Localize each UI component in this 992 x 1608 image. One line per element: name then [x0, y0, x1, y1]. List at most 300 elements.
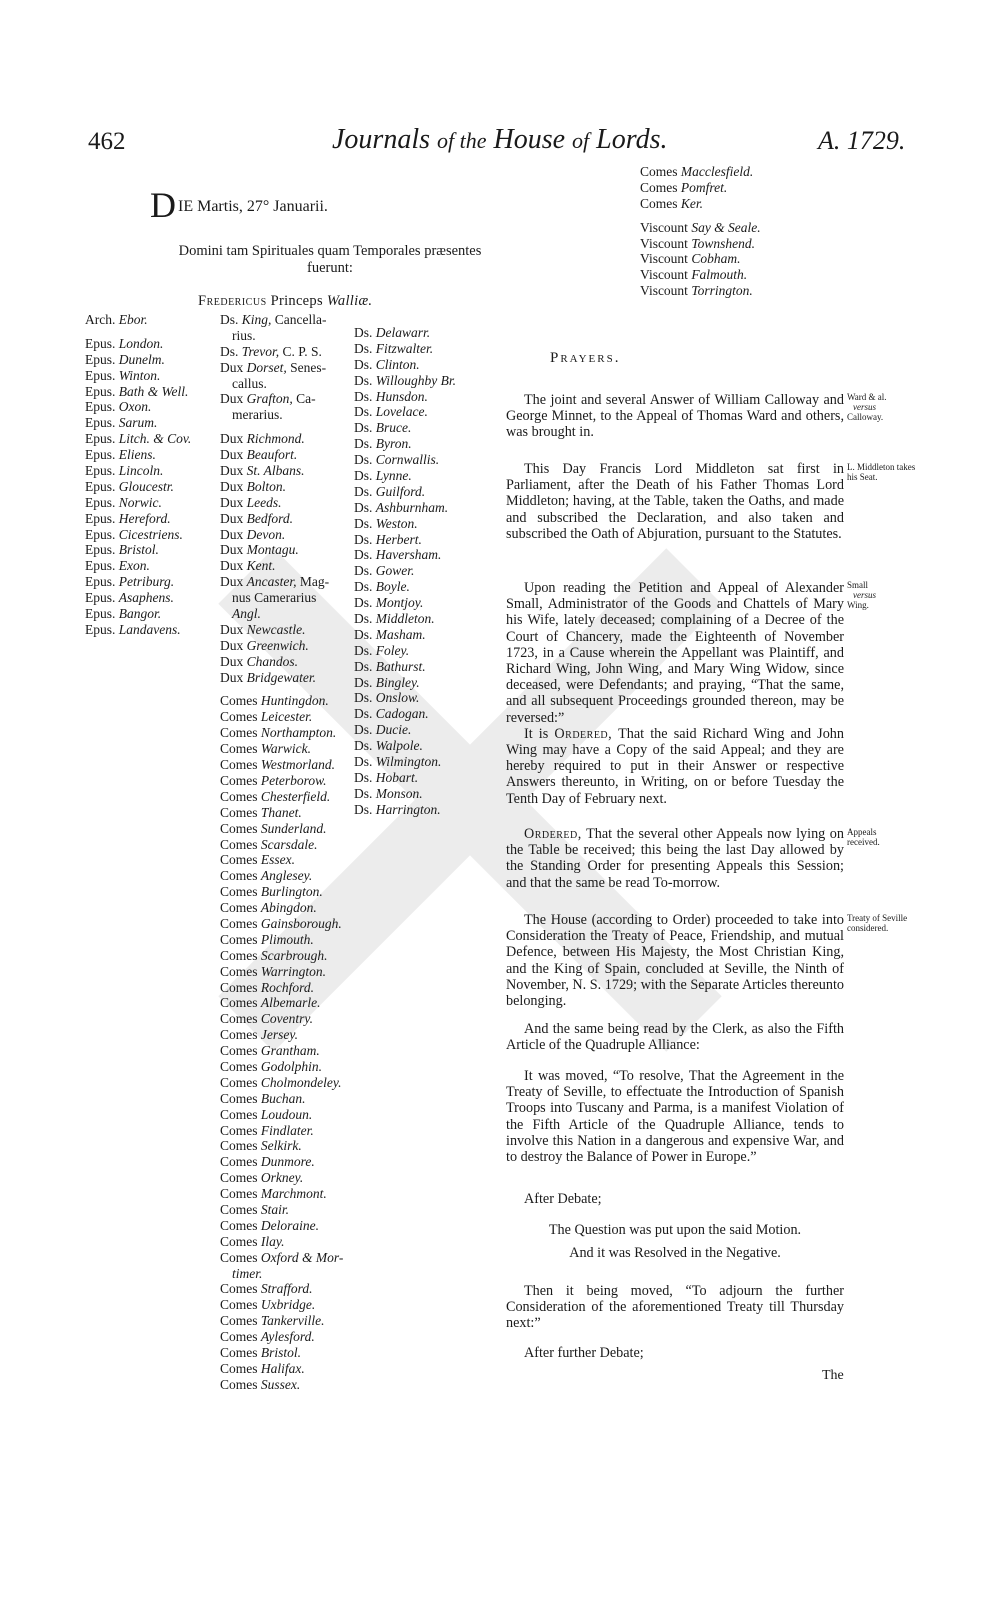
lord-office: callus. [232, 375, 267, 391]
paragraph-adjourn-motion: Then it being moved, “To adjourn the further Consideration of the aforementioned Treaty till Thursday next:” [506, 1283, 844, 1332]
lord-title: Epus. [85, 463, 116, 479]
lord-name: Macclesfield. [680, 164, 754, 179]
lord-entry [220, 590, 343, 606]
lord-name: Devon. [246, 526, 286, 542]
lord-name: Beaufort. [246, 447, 298, 463]
lord-name: Grantham. [260, 1043, 320, 1059]
lord-title: Epus. [85, 399, 116, 415]
lord-title: Epus. [85, 494, 116, 510]
lord-title: Viscount [640, 251, 688, 267]
lord-title: Comes [220, 1313, 258, 1329]
lord-title: Comes [220, 693, 258, 709]
lord-entry [85, 312, 191, 328]
lord-name: Sussex. [260, 1376, 301, 1392]
catchword: The [822, 1368, 844, 1383]
lord-title: Epus. [85, 447, 116, 463]
lord-entry [354, 786, 456, 802]
lord-entry [85, 511, 191, 527]
lord-entry [354, 690, 456, 706]
lord-name: Willoughby Br. [375, 372, 457, 388]
lord-title: Comes [220, 820, 258, 836]
lord-entry [354, 579, 456, 595]
lord-name: Godolphin. [260, 1058, 323, 1074]
lord-entry [354, 643, 456, 659]
margin-note-small-wing: Small versus Wing. [847, 580, 876, 610]
paragraph-appeals-received: Ordered, That the several other Appeals now lying on the Table be received; this being the last Day allowed by the Standing Order for presenting Appeals this Session; and that the same be read To-morrow. [506, 826, 844, 891]
lords-column-dukes-earls [220, 312, 343, 1393]
lord-title: Ds. [354, 531, 373, 547]
lord-title: Epus. [85, 367, 116, 383]
lord-name: Albemarle. [260, 995, 321, 1011]
lord-title: Ds. [354, 563, 373, 579]
lord-entry [354, 659, 456, 675]
lord-title: Dux [220, 637, 244, 653]
list-gap [85, 328, 191, 336]
lord-name: Rochford. [260, 979, 315, 995]
lord-title: Ds. [354, 452, 373, 468]
lord-title: Epus. [85, 526, 116, 542]
question-put: The Question was put upon the said Motion. [548, 1222, 802, 1238]
lord-entry [220, 709, 343, 725]
lord-title: Dux [220, 510, 244, 526]
lord-title: Comes [220, 1329, 258, 1345]
lord-entry [220, 527, 343, 543]
lord-name: Falmouth. [691, 267, 748, 283]
lord-title: Comes [220, 725, 258, 741]
lord-title: Ds. [354, 769, 373, 785]
lord-title: Ds. [354, 499, 373, 515]
lord-entry [85, 622, 191, 638]
lord-name: timer. [232, 1265, 263, 1281]
lord-entry [354, 436, 456, 452]
lord-name: Newcastle. [246, 621, 306, 637]
lord-title: Ds. [354, 388, 373, 404]
lord-title: Ds. [354, 626, 373, 642]
lord-entry [220, 431, 343, 447]
lord-title: Epus. [85, 621, 116, 637]
lord-title: Viscount [640, 219, 688, 235]
lord-title: Comes [220, 1106, 258, 1122]
lord-name: Buchan. [260, 1090, 306, 1106]
lord-office: merarius. [232, 407, 283, 423]
lord-name: Gloucestr. [118, 478, 174, 494]
lord-name: Fitzwalter. [375, 340, 434, 356]
lord-entry [220, 1138, 343, 1154]
lord-entry [220, 1345, 343, 1361]
lord-entry [220, 757, 343, 773]
lord-name: Ducie. [375, 722, 412, 738]
lord-title: Ds. [354, 579, 373, 595]
lord-name: Montjoy. [375, 595, 424, 611]
lord-entry [640, 251, 761, 267]
lord-name: Masham. [375, 626, 426, 642]
present-heading: Domini tam Spirituales quam Temporales præsentes fuerunt: [178, 243, 482, 276]
lord-entry [640, 267, 761, 283]
lord-title: Comes [220, 1122, 258, 1138]
lord-title: Comes [220, 1154, 258, 1170]
lord-name: Uxbridge. [260, 1297, 316, 1313]
lord-name: Jersey. [260, 1027, 298, 1043]
lords-column-spiritual [85, 312, 191, 638]
lord-title: Viscount [640, 235, 688, 251]
lord-entry [220, 1186, 343, 1202]
lord-title: Dux [220, 463, 244, 479]
lord-title: Dux [220, 653, 244, 669]
paragraph-quadruple-alliance: And the same being read by the Clerk, as also the Fifth Article of the Quadruple Alliance: [506, 1021, 844, 1054]
lord-title: Comes [220, 1345, 258, 1360]
lord-name: Abingdon. [260, 900, 317, 916]
lord-name: Bangor. [118, 606, 162, 622]
lord-name: Walpole. [375, 738, 423, 754]
lord-name: Eliens. [118, 447, 156, 463]
lord-entry [220, 1202, 343, 1218]
lord-title: Comes [220, 709, 258, 725]
lord-name: Pomfret. [680, 179, 728, 195]
lord-entry [220, 1297, 343, 1313]
lord-entry [354, 452, 456, 468]
lord-name: Cobham. [691, 251, 741, 267]
lord-title: Comes [220, 1170, 258, 1186]
lord-name: Townshend. [691, 235, 755, 251]
lord-name: Thanet. [260, 804, 302, 820]
lord-title: Comes [220, 1186, 258, 1202]
lord-entry [85, 606, 191, 622]
lord-title: Dux [220, 542, 244, 558]
lord-title: Ds. [220, 343, 239, 359]
lord-title: Ds. [354, 372, 373, 388]
lord-name: Hunsdon. [375, 388, 428, 404]
lord-entry [354, 802, 456, 818]
lord-entry [220, 1043, 343, 1059]
lord-title: Ds. [354, 483, 373, 499]
lord-title: Viscount [640, 283, 688, 299]
list-gap [220, 685, 343, 693]
lord-name: Richmond. [246, 431, 305, 447]
lord-name: Oxon. [118, 399, 152, 415]
lord-office: Mag- [299, 574, 330, 590]
lord-name: Bolton. [246, 478, 286, 494]
lord-title: Comes [220, 963, 258, 979]
lord-name: Marchmont. [260, 1186, 327, 1202]
lord-entry [220, 932, 343, 948]
lord-entry [220, 328, 343, 344]
lord-title: Ds. [354, 801, 373, 817]
lord-title: Comes [220, 1297, 258, 1313]
lord-entry [220, 670, 343, 686]
lord-entry [85, 447, 191, 463]
lord-entry [220, 741, 343, 757]
lord-title: Ds. [354, 690, 373, 706]
lord-name: Aylesford. [260, 1329, 315, 1345]
lord-title: Comes [220, 1201, 258, 1217]
lord-title: Comes [220, 1043, 258, 1059]
lord-entry [85, 415, 191, 431]
lord-entry [85, 495, 191, 511]
lord-name: Oxford & Mor- [260, 1249, 344, 1265]
year-heading: A. 1729. [818, 126, 906, 155]
lord-name: Scarsdale. [260, 836, 318, 852]
lord-name: Torrington. [691, 283, 753, 299]
lord-entry [220, 558, 343, 574]
lord-name: Petriburg. [118, 574, 175, 590]
lord-title: Comes [220, 1138, 258, 1154]
lord-title: Dux [220, 494, 244, 510]
lord-entry [220, 1027, 343, 1043]
lord-title: Epus. [85, 415, 116, 431]
lord-name: Northampton. [260, 725, 337, 741]
lord-name: Haversham. [375, 547, 442, 563]
lord-title: Comes [220, 741, 258, 757]
lord-name: Ilay. [260, 1233, 285, 1249]
lord-entry [354, 595, 456, 611]
proceedings-text [506, 392, 844, 441]
lord-name: Chesterfield. [260, 788, 331, 804]
lord-entry [85, 336, 191, 352]
lord-title: Comes [220, 1074, 258, 1090]
lord-name: Bridgewater. [246, 669, 316, 685]
lord-entry [220, 916, 343, 932]
lord-title: Comes [220, 1281, 258, 1297]
lord-entry [220, 821, 343, 837]
paragraph-order-wing: It is Ordered, That the said Richard Wing and John Wing may have a Copy of the said Appeal; and they are hereby required to put in their Answer or respective Answers thereunto, in Writing, on or before Tuesday the Tenth Day of February next. [506, 725, 844, 807]
lord-entry [220, 1218, 343, 1234]
lord-name: Norwic. [118, 494, 162, 510]
margin-note-appeals: Appeals received. [847, 827, 880, 847]
lord-entry [220, 638, 343, 654]
lord-name: Asaphens. [118, 590, 174, 606]
lord-title: Ds. [354, 595, 373, 611]
lord-name: Hereford. [118, 510, 171, 526]
lords-column-earls-viscounts [640, 164, 761, 299]
lord-entry [640, 196, 761, 212]
lord-entry [220, 391, 343, 407]
lord-entry [220, 964, 343, 980]
lord-entry [354, 547, 456, 563]
lord-title: Comes [220, 836, 258, 852]
lord-name: Guilford. [375, 483, 426, 499]
lord-title: Dux [220, 391, 244, 407]
paragraph-middleton-seat: This Day Francis Lord Middleton sat first in Parliament, after the Death of his Father Thomas Lord Middleton; having, at the Table, taken the Oaths, and made and subscribed the Declaration, and also taken and subscribed the Oath of Abjuration, pursuant to the Statutes. [506, 461, 844, 542]
lords-column-barons [354, 325, 456, 818]
lord-entry [220, 1154, 343, 1170]
lord-entry [85, 399, 191, 415]
lord-title: Ds. [354, 340, 373, 356]
lord-name: Landavens. [118, 621, 181, 637]
lord-name: Boyle. [375, 579, 410, 595]
lord-entry [220, 1281, 343, 1297]
lord-title: Viscount [640, 267, 688, 283]
lord-name: Burlington. [260, 884, 323, 900]
margin-note-ward-calloway: Ward & al. versus Calloway. [847, 392, 887, 422]
lord-title: Ds. [354, 404, 373, 420]
lord-entry [85, 384, 191, 400]
lord-entry [220, 1313, 343, 1329]
lord-name: Wilmington. [375, 754, 442, 770]
lord-name: Cornwallis. [375, 452, 440, 468]
lord-entry [220, 980, 343, 996]
running-title: Journals of the House of Lords. [332, 124, 668, 155]
lord-name: Bathurst. [375, 658, 426, 674]
lord-entry [640, 220, 761, 236]
lord-name: Bedford. [246, 510, 293, 526]
lord-title: Comes [220, 931, 258, 947]
lord-name: Tankerville. [260, 1313, 325, 1329]
lord-name: Say & Seale. [691, 219, 761, 235]
lord-title: Comes [640, 164, 678, 179]
lord-entry [354, 627, 456, 643]
lord-name: Ashburnham. [375, 499, 449, 515]
margin-note-middleton: L. Middleton takes his Seat. [847, 462, 916, 482]
lord-title: Dux [220, 558, 244, 574]
lord-title: Comes [220, 995, 258, 1011]
lord-title: Ds. [354, 642, 373, 658]
lord-entry [354, 468, 456, 484]
lord-entry [85, 527, 191, 543]
lord-title: Dux [220, 431, 244, 447]
lord-name: Trevor, [241, 343, 280, 359]
resolved-negative: And it was Resolved in the Negative. [569, 1245, 781, 1261]
lord-entry [220, 1075, 343, 1091]
lord-entry [354, 516, 456, 532]
lord-name: Ebor. [118, 312, 148, 327]
lord-title: Comes [220, 852, 258, 868]
lord-entry [85, 431, 191, 447]
lord-entry [220, 407, 343, 423]
lord-entry [354, 404, 456, 420]
lord-entry [220, 789, 343, 805]
after-debate: After Debate; [524, 1191, 602, 1207]
lord-entry [354, 357, 456, 373]
lord-title: Comes [220, 1090, 258, 1106]
paragraph-treaty-seville: The House (according to Order) proceeded to take into Consideration the Treaty of Peace, Friendship, and mutual Defence, between His Majesty, the Most Christian King, and the King of Spain, concluded at Seville, the Ninth of November, N. S. 1729; with the Separate Articles thereunto belonging. [506, 912, 844, 1010]
lord-entry [220, 360, 343, 376]
lord-name: Clinton. [375, 356, 420, 372]
lord-name: Bingley. [375, 674, 420, 690]
lord-title: Comes [220, 772, 258, 788]
lord-name: Coventry. [260, 1011, 314, 1027]
lord-entry [220, 312, 343, 328]
lord-title: Comes [640, 179, 678, 195]
lord-entry [220, 725, 343, 741]
lord-title: Comes [220, 1011, 258, 1027]
after-further-debate: After further Debate; [524, 1345, 644, 1361]
lord-name: Stair. [260, 1201, 290, 1217]
lord-name: Cholmondeley. [260, 1074, 342, 1090]
paragraph-answer-calloway: The joint and several Answer of William Calloway and George Minnet, to the Appeal of Thomas Ward and others, was brought in. [506, 392, 844, 441]
lord-title: Ds. [354, 547, 373, 563]
lord-entry [354, 500, 456, 516]
lord-name: Anglesey. [260, 868, 313, 884]
lord-name: Huntingdon. [260, 693, 329, 709]
lord-name: Grafton, [246, 391, 293, 407]
lord-entry [354, 563, 456, 579]
lord-title: Comes [640, 195, 678, 211]
lord-name: London. [118, 335, 164, 351]
lord-name: Sunderland. [260, 820, 327, 836]
lord-name: Lynne. [375, 468, 412, 484]
lord-entry [640, 236, 761, 252]
lord-title: Ds. [354, 515, 373, 531]
lord-name: Foley. [375, 642, 410, 658]
lord-entry [85, 542, 191, 558]
lord-entry [220, 805, 343, 821]
lord-name: Strafford. [260, 1281, 313, 1297]
lord-name: Greenwich. [246, 637, 309, 653]
lord-title: Comes [220, 884, 258, 900]
lord-name: Gainsborough. [260, 915, 342, 931]
lord-entry [354, 341, 456, 357]
prayers-heading: Prayers. [550, 350, 621, 366]
lord-title: Epus. [85, 542, 116, 558]
lord-name: Plimouth. [260, 931, 314, 947]
lord-entry [85, 352, 191, 368]
lord-name: Cicestriens. [118, 526, 183, 542]
lord-name: Hobart. [375, 769, 419, 785]
lord-entry [354, 754, 456, 770]
lord-title: Ds. [354, 436, 373, 452]
lord-title: Ds. [354, 325, 373, 340]
lord-entry [220, 606, 343, 622]
lord-title: Epus. [85, 351, 116, 367]
lord-name: Loudoun. [260, 1106, 313, 1122]
lord-name: Ancaster, [246, 574, 297, 590]
lord-title: Ds. [354, 658, 373, 674]
lord-name: Dorset, [246, 359, 287, 375]
lord-office: Ca- [296, 391, 316, 407]
lord-entry [640, 283, 761, 299]
paragraph-motion: It was moved, “To resolve, That the Agreement in the Treaty of Seville, to effectuate the Introduction of Spanish Troops into Tuscany and Parma, is a manifest Violation of the Fifth Article of the Quadruple Alliance, tends to involve this Nation in a dangerous and expensive War, and to destroy the Balance of Power in Europe.” [506, 1068, 844, 1166]
lord-title: Comes [220, 757, 258, 773]
lord-name: Montagu. [246, 542, 299, 558]
lord-title: Epus. [85, 590, 116, 606]
lord-entry [220, 1377, 343, 1393]
lord-name: St. Albans. [246, 463, 305, 479]
lord-office: C. P. S. [282, 343, 322, 359]
lord-title: Ds. [354, 356, 373, 372]
lord-entry [220, 693, 343, 709]
lord-title: Epus. [85, 510, 116, 526]
lord-entry [220, 884, 343, 900]
lord-entry [220, 1123, 343, 1139]
lord-name: Ker. [680, 195, 704, 211]
lord-name: Scarbrough. [260, 947, 328, 963]
lord-title: Comes [220, 1058, 258, 1074]
lord-title: Comes [220, 915, 258, 931]
lord-office: Senes- [290, 359, 327, 375]
lord-name: Byron. [375, 436, 412, 452]
lord-title: Epus. [85, 478, 116, 494]
lord-title: Dux [220, 621, 244, 637]
lord-name: Litch. & Cov. [118, 431, 192, 447]
lord-entry [220, 463, 343, 479]
lord-entry [220, 511, 343, 527]
lord-entry [354, 420, 456, 436]
lord-office: rius. [232, 327, 256, 343]
lord-entry [220, 1059, 343, 1075]
lord-entry [220, 1361, 343, 1377]
lord-entry [220, 1266, 343, 1282]
lord-name: Weston. [375, 515, 418, 531]
lord-entry [220, 948, 343, 964]
lord-title: Dux [220, 526, 244, 542]
lord-entry [220, 447, 343, 463]
lord-name: Middleton. [375, 611, 435, 627]
lord-title: Epus. [85, 383, 116, 399]
lord-title: Dux [220, 574, 244, 590]
lord-entry [85, 574, 191, 590]
lord-entry [220, 376, 343, 392]
prince-line: Fredericus Princeps Walliæ. [198, 293, 373, 309]
